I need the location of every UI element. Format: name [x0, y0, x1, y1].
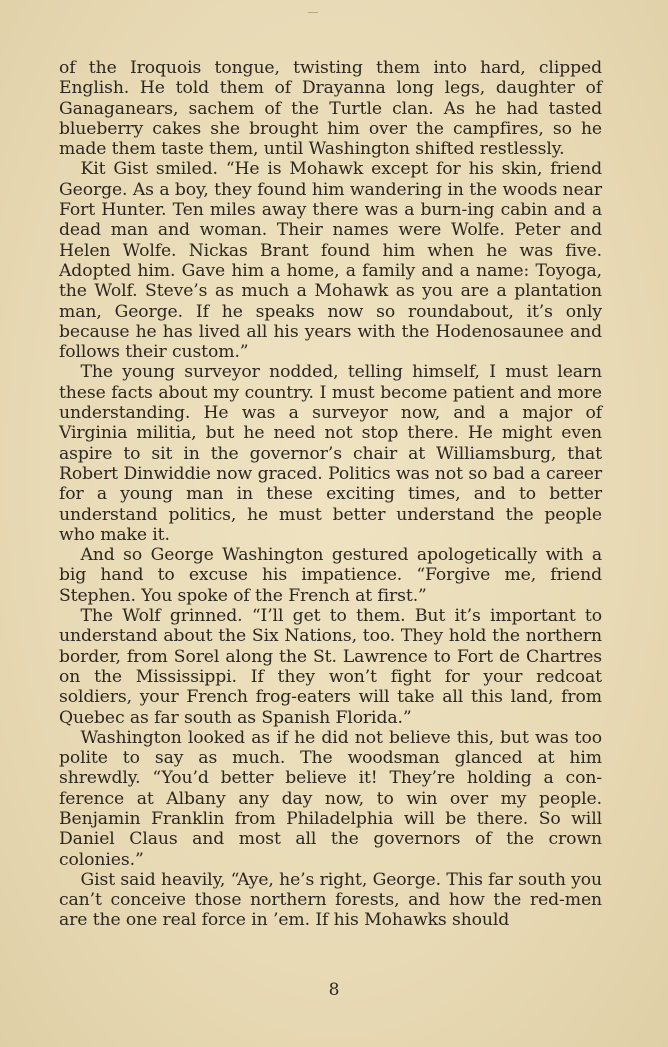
- page-number: 8: [328, 980, 340, 1000]
- paragraph: And so George Washington gestured apologetically with a big hand to excuse his impatience. “Forgive me, friend Stephen. You spoke of the French at first.”: [59, 545, 602, 606]
- paragraph: Washington looked as if he did not believe this, but was too polite to say as much. The woodsman glanced at him shrewdly. “You’d better believe it! They’re holding a con-ference at Albany any day now, to win over my people. Benjamin Franklin from Philadelphia will be there. So will Daniel Claus and most all the governors of the crown colonies.”: [59, 727, 602, 870]
- paragraph: The young surveyor nodded, telling himself, I must learn these facts about my country. I must become patient and more understanding. He was a surveyor now, and a major of Virginia militia, but he need not stop there. He might even aspire to sit in the governor’s chair at Williamsburg, that Robert Dinwiddie now graced. Politics was not so bad a career for a young man in these exciting times, and to better understand politics, he must better understand the people who make it.: [59, 362, 602, 545]
- paragraph: Gist said heavily, “Aye, he’s right, George. This far south you can’t conceive those northern forests, and how the red-men are the one real force in ’em. If his Mohawks should: [59, 869, 602, 931]
- paragraph: The Wolf grinned. “I’ll get to them. But it’s important to understand about the Six Nations, too. They hold the northern border, from Sorel along the St. Lawrence to Fort de Chartres on the Mississippi. If they won’t fight for your redcoat soldiers, your French frog-eaters will take all this land, from Quebec as far south as Spanish Florida.”: [59, 606, 602, 728]
- body-text: [59, 58, 602, 931]
- paragraph: of the Iroquois tongue, twisting them into hard, clipped English. He told them of Drayanna long legs, daughter of Ganaganears, sachem of the Turtle clan. As he had tasted blueberry cakes she brought him over the campfires, so he made them taste them, until Washington shifted restlessly.: [59, 58, 602, 160]
- paragraph: Kit Gist smiled. “He is Mohawk except for his skin, friend George. As a boy, they found him wandering in the woods near Fort Hunter. Ten miles away there was a burn-ing cabin and a dead man and woman. Their names were Wolfe. Peter and Helen Wolfe. Nickas Brant found him when he was five. Adopted him. Gave him a home, a family and a name: Toyoga, the Wolf. Steve’s as much a Mohawk as you are a plantation man, George. If he speaks now so roundabout, it’s only because he has lived all his years with the Hodenosaunee and follows their custom.”: [59, 159, 602, 363]
- page-top-mark: [308, 12, 318, 13]
